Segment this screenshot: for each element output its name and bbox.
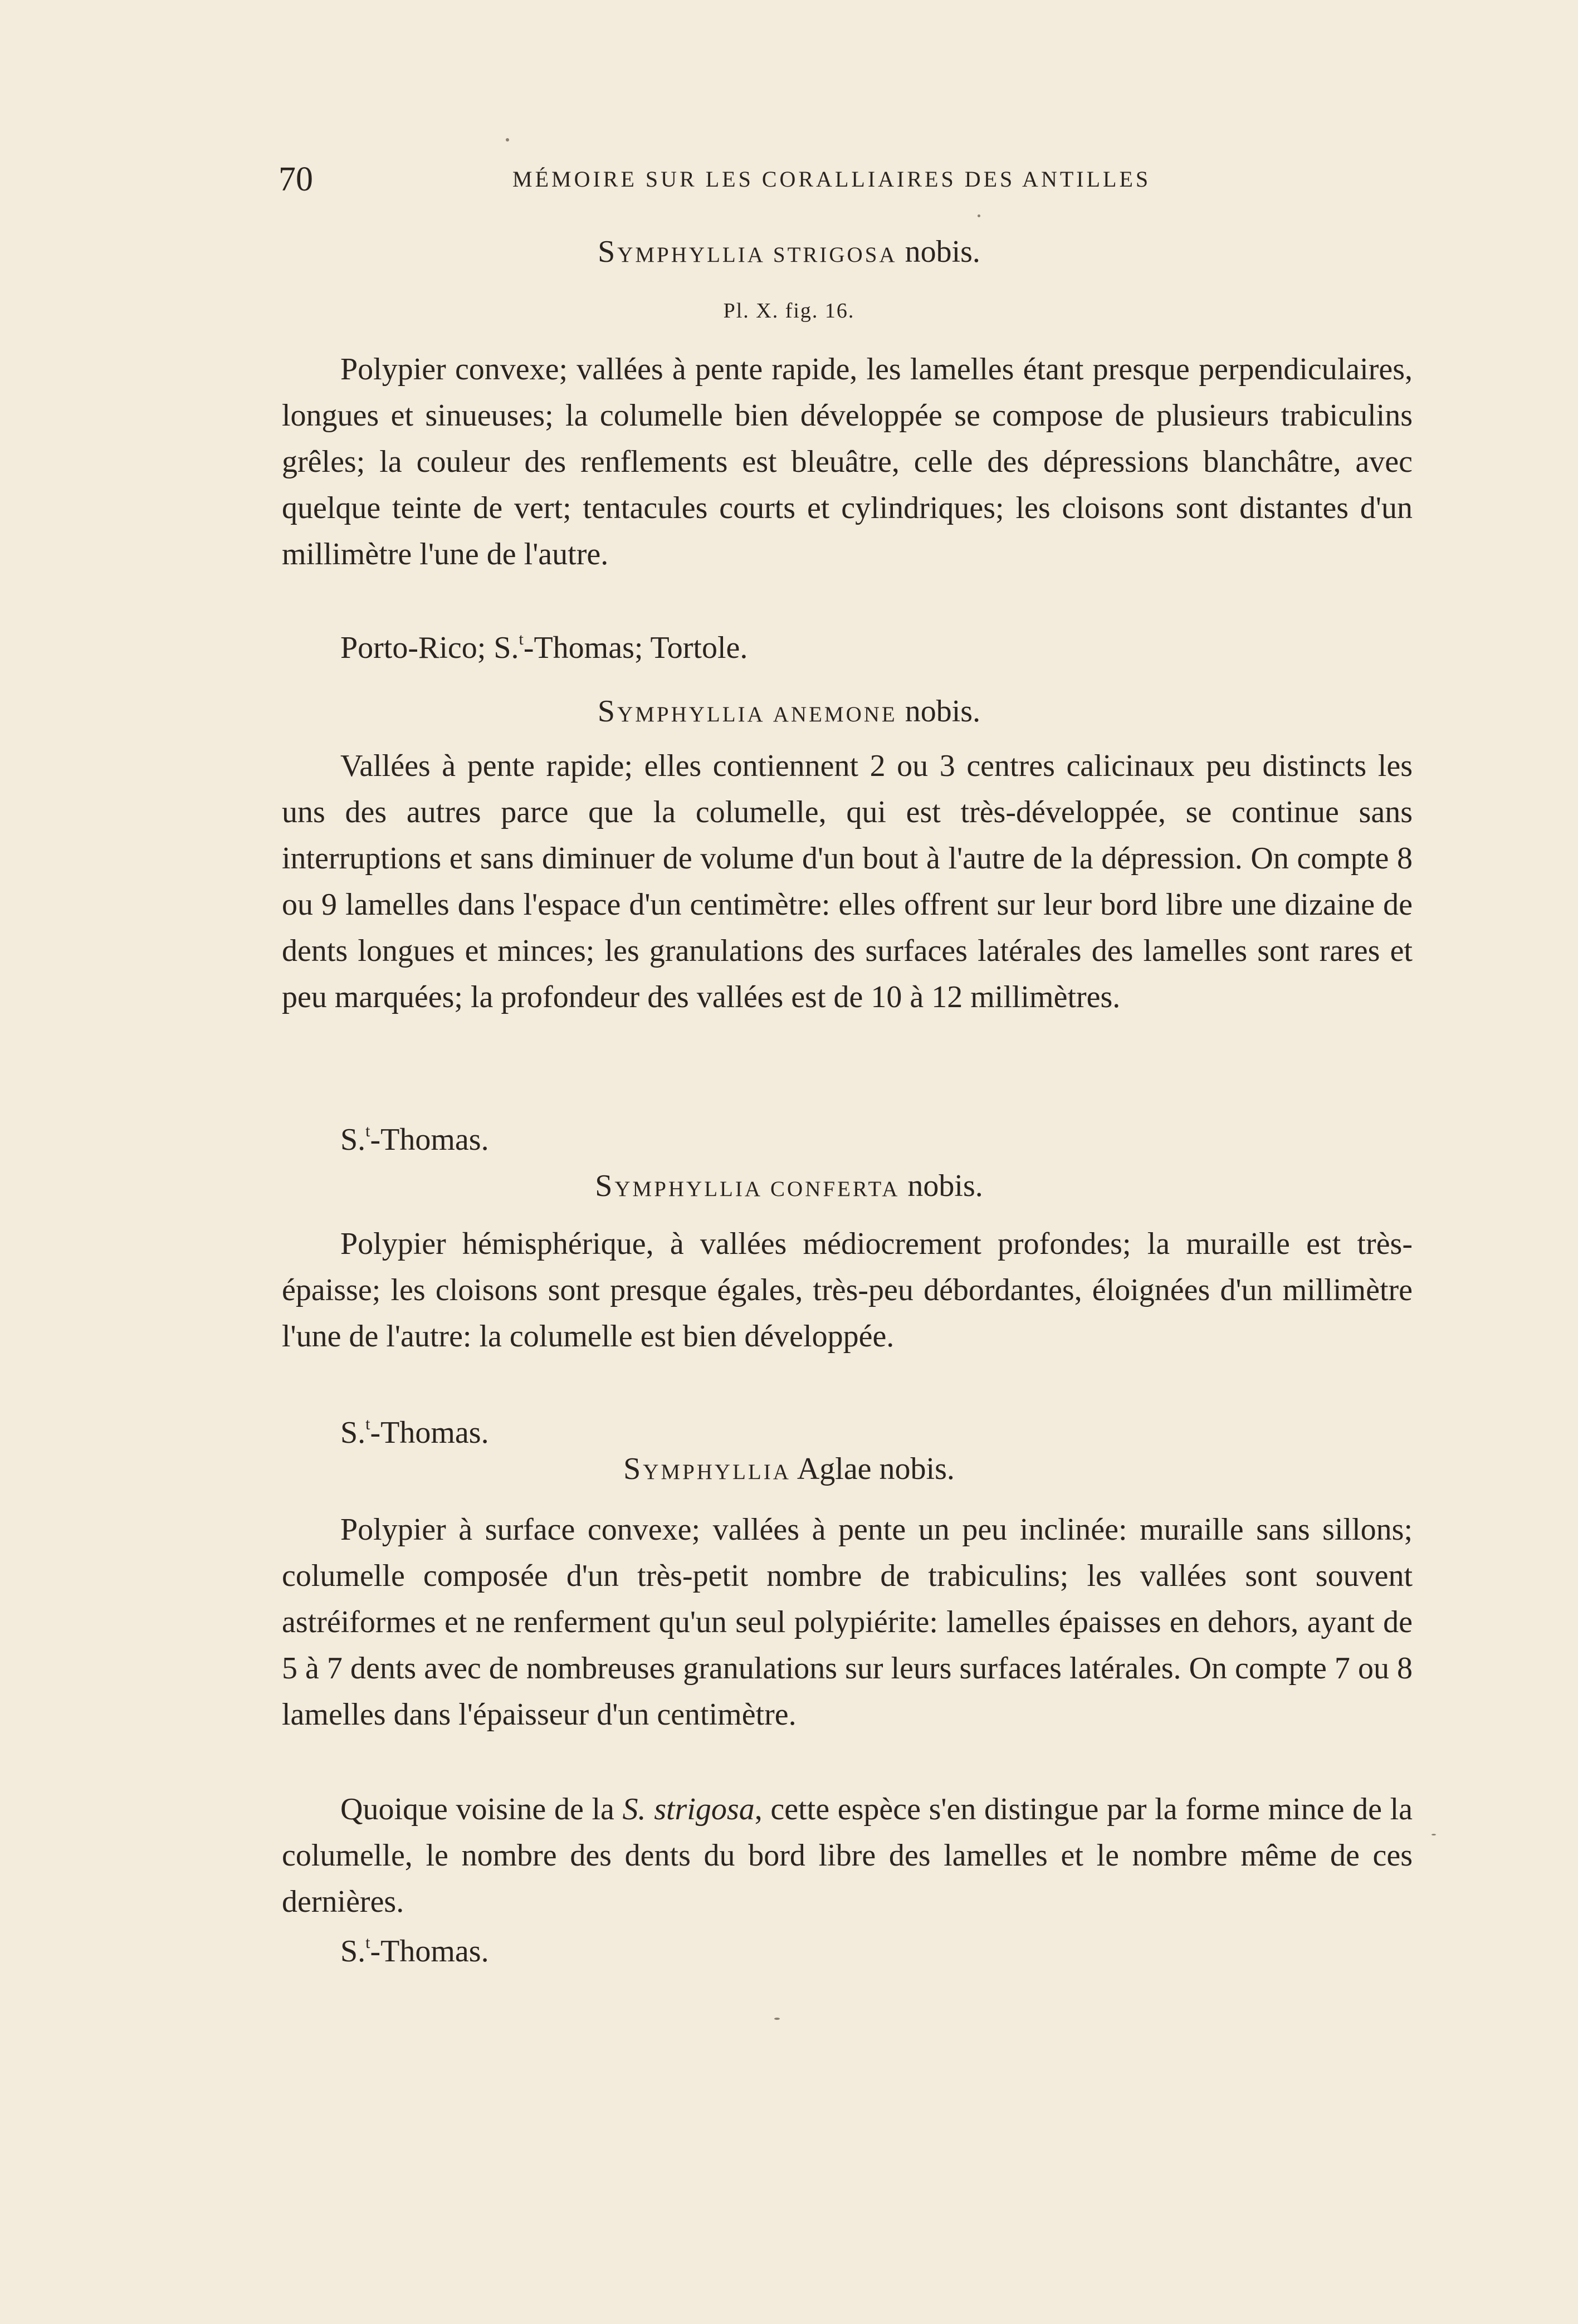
remark-paragraph-aglae xyxy=(282,1786,1413,1925)
page-header xyxy=(279,157,1192,202)
author-mark: nobis. xyxy=(905,694,981,729)
locality-aglae: S.$^t$-Thomas. xyxy=(340,1934,489,1969)
remark-text: , cette espèce s'en distingue par la forme mince de la columelle, le nombre des dents du bord libre des lamelles et le nombre même de ces dernières. xyxy=(282,1792,1413,1919)
species-heading-anemone xyxy=(0,689,1578,734)
species-epithet: strigosa xyxy=(773,235,897,269)
running-title: MÉMOIRE SUR LES CORALLIAIRES DES ANTILLES xyxy=(512,167,1151,192)
remark-text: Quoique voisine de la xyxy=(340,1792,614,1827)
plate-reference: Pl. X. fig. 16. xyxy=(723,299,855,323)
locality-conferta: S.$^t$-Thomas. xyxy=(340,1415,489,1450)
species-epithet: anemone xyxy=(773,694,897,729)
species-epithet: conferta xyxy=(770,1169,900,1203)
species-epithet: Aglae xyxy=(797,1452,872,1486)
author-mark: nobis. xyxy=(907,1169,983,1203)
paper-speck xyxy=(506,138,509,141)
locality-strigosa: Porto-Rico; S.$^t$-Thomas; Tortole. xyxy=(340,630,748,665)
description-paragraph-aglae: Polypier à surface convexe; vallées à pente un peu inclinée: muraille sans sillons; columelle composée d'un très-petit nombre de trabiculins; les vallées sont souvent astréiformes et ne renferment qu'un seul polypiérite: lamelles épaisses en dehors, ayant de 5 à 7 dents avec de nombreuses granulations sur leurs surfaces latérales. On compte 7 ou 8 lamelles dans l'épaisseur d'un centimètre. xyxy=(282,1512,1413,1732)
description-paragraph-conferta: Polypier hémisphérique, à vallées médiocrement profondes; la muraille est très-épaisse; les cloisons sont presque égales, très-peu débordantes, éloignées d'un millimètre l'une de l'autre: la columelle est bien développée. xyxy=(282,1227,1413,1354)
paper-speck xyxy=(774,2018,780,2020)
paper-speck xyxy=(978,214,980,217)
genus-name: Symphyllia xyxy=(597,694,765,729)
locality-anemone: S.$^t$-Thomas. xyxy=(340,1122,489,1157)
species-heading-strigosa xyxy=(0,230,1578,274)
genus-name: Symphyllia xyxy=(623,1452,791,1486)
description-paragraph-anemone: Vallées à pente rapide; elles contiennent 2 ou 3 centres calicinaux peu distincts les uns des autres parce que la columelle, qui est très-développée, se continue sans interruptions et sans diminuer de volume d'un bout à l'autre de la dépression. On compte 8 ou 9 lamelles dans l'espace d'un centimètre: elles offrent sur leur bord libre une dizaine de dents longues et minces; les granulations des surfaces latérales des lamelles sont rares et peu marquées; la profondeur des vallées est de 10 à 12 millimètres. xyxy=(282,749,1413,1014)
paper-speck xyxy=(1432,1834,1436,1835)
description-paragraph-strigosa: Polypier convexe; vallées à pente rapide, les lamelles étant presque perpendiculaires, longues et sinueuses; la columelle bien développée se compose de plusieurs trabiculins grêles; la couleur des renflements est bleuâtre, celle des dépressions blanchâtre, avec quelque teinte de vert; tentacules courts et cylindriques; les cloisons sont distantes d'un millimètre l'une de l'autre. xyxy=(282,352,1413,572)
genus-name: Symphyllia xyxy=(598,235,765,269)
species-heading-conferta xyxy=(0,1164,1578,1208)
taxon-reference: S. strigosa xyxy=(622,1792,755,1827)
page-number: 70 xyxy=(279,160,313,198)
author-mark: nobis. xyxy=(905,235,980,269)
author-mark: nobis. xyxy=(879,1452,955,1486)
species-heading-aglae xyxy=(0,1447,1578,1491)
genus-name: Symphyllia xyxy=(595,1169,763,1203)
